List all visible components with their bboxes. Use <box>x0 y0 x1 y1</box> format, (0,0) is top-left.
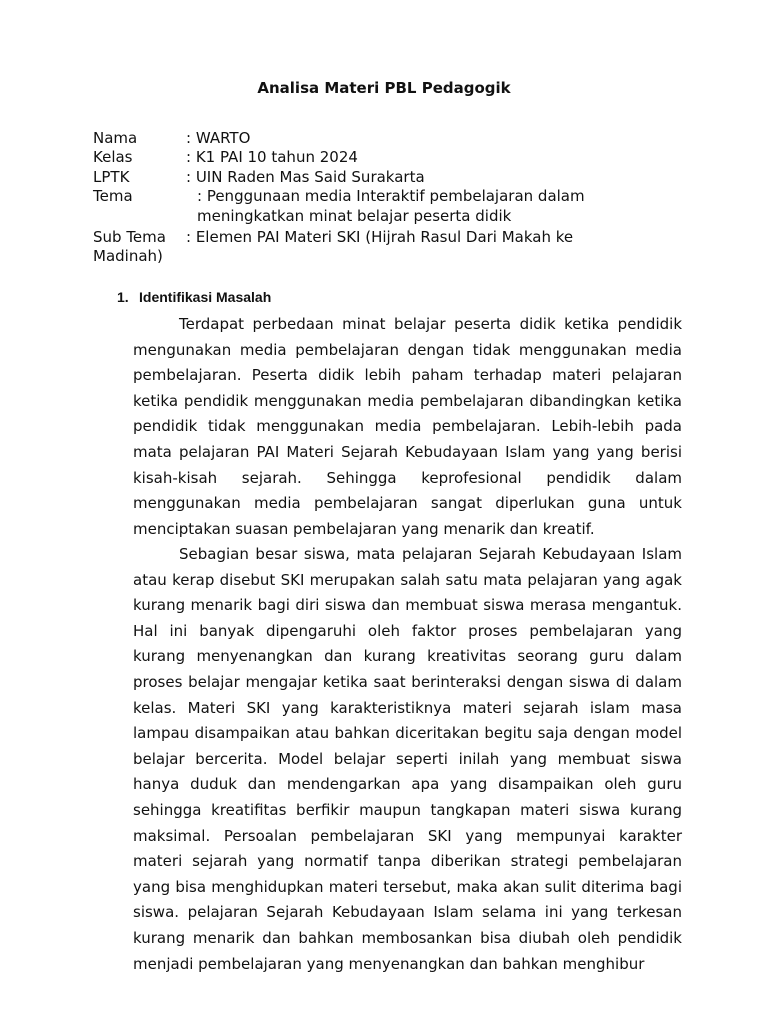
meta-tema-value: : Penggunaan media Interaktif pembelajaran dalam <box>197 187 585 205</box>
paragraph-2: Sebagian besar siswa, mata pelajaran Sejarah Kebudayaan Islam atau kerap disebut SKI merupakan salah satu mata pelajaran yang agak kurang menarik bagi diri siswa dan membuat siswa merasa mengantuk. Hal ini banyak dipengaruhi oleh faktor proses pembelajaran yang kurang menyenangkan dan kurang kreativitas seorang guru dalam proses belajar mengajar ketika saat berinteraksi dengan siswa di dalam kelas. Materi SKI yang karakteristiknya materi sejarah islam masa lampau disampaikan atau bahkan diceritakan begitu saja dengan model belajar bercerita. Model belajar seperti inilah yang membuat siswa hanya duduk dan mendengarkan apa yang disampaikan oleh guru sehingga kreatifitas berfikir maupun tangkapan materi siswa kurang maksimal. Persoalan pembelajaran SKI yang mempunyai karakter materi sejarah yang normatif tanpa diberikan strategi pembelajaran yang bisa menghidupkan materi tersebut, maka akan sulit diterima bagi siswa. pelajaran Sejarah Kebudayaan Islam selama ini yang terkesan kurang menarik dan bahkan membosankan bisa diubah oleh pendidik menjadi pembelajaran yang menyenangkan dan bahkan menghibur <box>133 545 682 973</box>
meta-sub-tema-value: : Elemen PAI Materi SKI (Hijrah Rasul Dari Makah ke <box>186 228 574 246</box>
meta-kelas-label: Kelas <box>93 148 133 166</box>
section-heading <box>117 289 271 305</box>
meta-nama-value: : WARTO <box>186 129 251 147</box>
meta-kelas-value: : K1 PAI 10 tahun 2024 <box>186 148 358 166</box>
meta-nama-label: Nama <box>93 129 138 147</box>
paragraph-1: Terdapat perbedaan minat belajar peserta didik ketika pendidik mengunakan media pembelajaran dengan tidak menggunakan media pembelajaran. Peserta didik lebih paham terhadap materi pelajaran ketika pendidik menggunakan media pembelajaran dibandingkan ketika pendidik tidak menggunakan media pembelajaran. Lebih-lebih pada mata pelajaran PAI Materi Sejarah Kebudayaan Islam yang yang berisi kisah-kisah sejarah. Sehingga keprofesional pendidik dalam menggunakan media pembelajaran sangat diperlukan guna untuk menciptakan suasan pembelajaran yang menarik dan kreatif. <box>133 315 682 538</box>
page-title: Analisa Materi PBL Pedagogik <box>257 79 511 97</box>
section-number: 1. <box>117 289 129 305</box>
meta-tema-label: Tema <box>93 187 133 205</box>
meta-sub-tema-value-line2: Madinah) <box>93 247 163 265</box>
meta-lptk-label: LPTK <box>93 168 130 186</box>
section-heading-text: Identifikasi Masalah <box>139 289 272 305</box>
meta-lptk-value: : UIN Raden Mas Said Surakarta <box>186 168 425 186</box>
meta-sub-tema-label: Sub Tema <box>93 228 166 246</box>
meta-tema-value-line2: meningkatkan minat belajar peserta didik <box>197 207 512 225</box>
